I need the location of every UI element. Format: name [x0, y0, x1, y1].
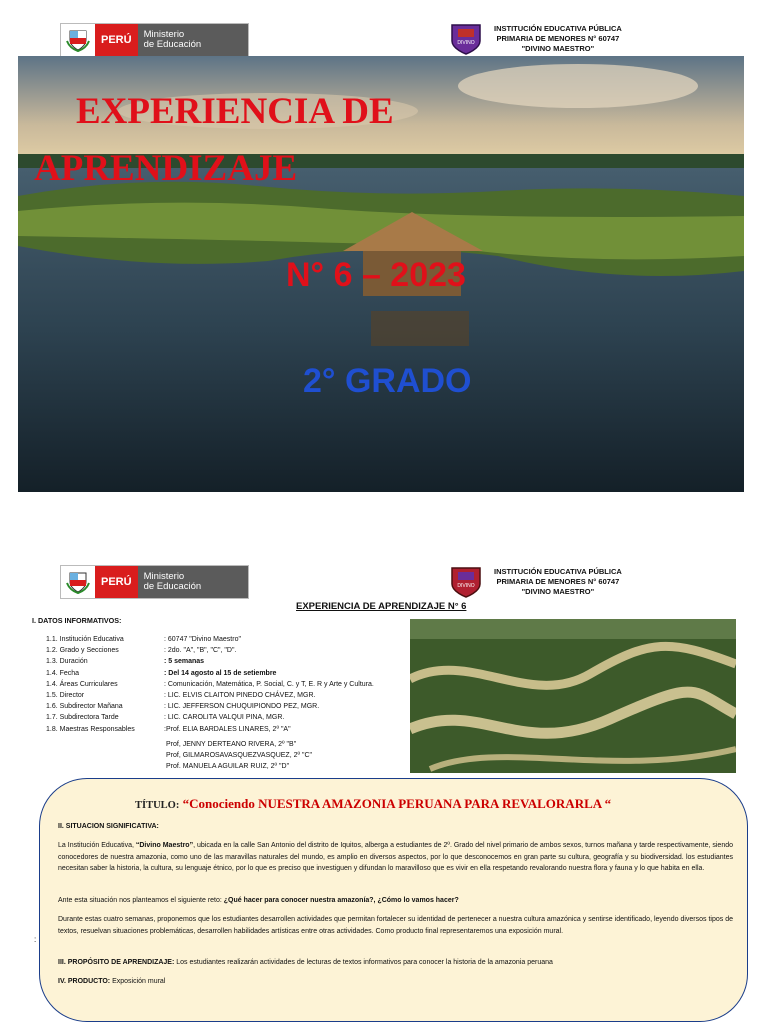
section-datos-informativos: I. DATOS INFORMATIVOS: [32, 616, 122, 625]
cover-image [18, 56, 744, 492]
peru-shield-icon [61, 566, 95, 598]
activities-paragraph: Durante estas cuatro semanas, proponemos que los estudiantes desarrollen actividades que permitan fortalecer su identidad de pertenecer a nuestra cultura amazónica y sentirse identificado, leyendo diversos tipos de textos, resuelvan situaciones problemáticas, desarrollen habilidades artísticas entre otras actividades. Como producto final representaremos una exposición mural. [58, 916, 733, 935]
info-row [46, 645, 374, 656]
info-row [46, 634, 374, 645]
info-key: 1.4. Fecha [46, 669, 80, 677]
cover-number: N° 6 – 2023 [286, 256, 466, 294]
amazon-river-image [410, 619, 736, 773]
info-key: 1.8. Maestras Responsables [46, 725, 135, 733]
section-situacion-significativa: II. SITUACION SIGNIFICATIVA: [58, 823, 159, 830]
school-header-2 [448, 565, 622, 599]
school-name: INSTITUCIÓN EDUCATIVA PÚBLICA PRIMARIA DE MENORES N° 60747 "DIVINO MAESTRO" [494, 567, 622, 596]
teacher-entry: Prof, GILMAROSAVASQUEZVASQUEZ, 2º "C" [166, 752, 313, 760]
info-list [46, 634, 374, 735]
info-row [46, 679, 374, 690]
peru-label: PERÚ [95, 566, 138, 598]
school-header [448, 22, 622, 56]
cover-title-line1: EXPERIENCIA DE [76, 91, 394, 132]
info-key: 1.2. Grado y Secciones [46, 647, 119, 655]
info-value: : 60747 "Divino Maestro" [164, 636, 241, 643]
info-value: : Comunicación, Matemática, P. Social, C. y T, E. R y Arte y Cultura. [164, 680, 374, 688]
info-key: 1.7. Subdirectora Tarde [46, 714, 119, 722]
cover-title-line2: APRENDIZAJE [34, 148, 298, 189]
info-key: 1.1. Institución Educativa [46, 636, 124, 643]
ministry-label: Ministerio de Educación [138, 566, 248, 598]
info-key: 1.5. Director [46, 692, 85, 700]
info-row [46, 668, 374, 679]
stray-colon: : [34, 935, 37, 944]
experience-heading: EXPERIENCIA DE APRENDIZAJE N° 6 [296, 601, 467, 612]
info-row [46, 724, 374, 735]
challenge-paragraph: Ante esta situación nos planteamos el siguiente reto: ¿Qué hacer para conocer nuestra amazonía?, ¿Cómo lo vamos hacer? [58, 897, 459, 904]
info-row [46, 656, 374, 667]
minedu-logo [60, 23, 249, 57]
teacher-entry: Prof. MANUELA AGUILAR RUIZ, 2º "D" [166, 763, 290, 771]
product-line: IV. PRODUCTO: Exposición mural [58, 978, 166, 985]
info-row [46, 712, 374, 723]
purpose-line: III. PROPÓSITO DE APRENDIZAJE: Los estudiantes realizarán actividades de lecturas de textos informativos para conocer la historia de la amazonia peruana [58, 959, 553, 966]
info-value: :Prof. ELIA BARDALES LINARES, 2º "A" [164, 725, 291, 733]
minedu-logo-2 [60, 565, 249, 599]
info-row [46, 701, 374, 712]
ministry-label: Ministerio de Educación [138, 24, 248, 56]
info-value: : 2do. "A", "B", "C", "D". [164, 647, 237, 655]
title-line: TÍTULO: “Conociendo NUESTRA AMAZONIA PERUANA PARA REVALORARLA “ [135, 796, 612, 811]
info-key: 1.4. Áreas Curriculares [46, 680, 118, 688]
cover-grade: 2° GRADO [303, 362, 472, 400]
svg-text:DIVINO: DIVINO [457, 40, 475, 46]
school-crest-icon [448, 22, 484, 56]
peru-label: PERÚ [95, 24, 138, 56]
info-value: : LIC. ELVIS CLAITON PINEDO CHÁVEZ, MGR. [164, 692, 316, 700]
info-value: : 5 semanas [164, 658, 205, 666]
info-key: 1.3. Duración [46, 658, 88, 666]
info-value: : Del 14 agosto al 15 de setiembre [164, 669, 277, 677]
info-key: 1.6. Subdirector Mañana [46, 703, 123, 711]
peru-shield-icon [61, 24, 95, 56]
teacher-entry: Prof, JENNY DERTEANO RIVERA, 2º "B" [166, 741, 297, 748]
info-row [46, 690, 374, 701]
info-value: : LIC. JEFFERSON CHUQUIPIONDO PEZ, MGR. [164, 703, 320, 711]
situation-paragraph: La Institución Educativa, “Divino Maestro”, ubicada en la calle San Antonio del distrito de Iquitos, alberga a estudiantes de 2º. Grado del nivel primario de ambos sexos, turnos mañana y tarde respectivamente, siendo conocedores de nuestra amazonia, como uno de las maravillas naturales del mundo, es amplio en diversos aspectos, por lo que desconocemos en gran parte su cultura, geografía y su biodiversidad. los estudiantes necesitan saber la historia, la cultura, su lenguaje étnico, por lo que es preciso que investiguen y difundan lo maravilloso que es vivir en ella respetando revalorando nuestra flora y fauna y lo que habita en ella. [58, 842, 734, 872]
info-value: : LIC. CAROLITA VALQUI PINA, MGR. [164, 714, 285, 722]
school-crest-icon [448, 565, 484, 599]
svg-text:DIVINO: DIVINO [457, 583, 475, 589]
school-name: INSTITUCIÓN EDUCATIVA PÚBLICA PRIMARIA DE MENORES N° 60747 "DIVINO MAESTRO" [494, 24, 622, 53]
